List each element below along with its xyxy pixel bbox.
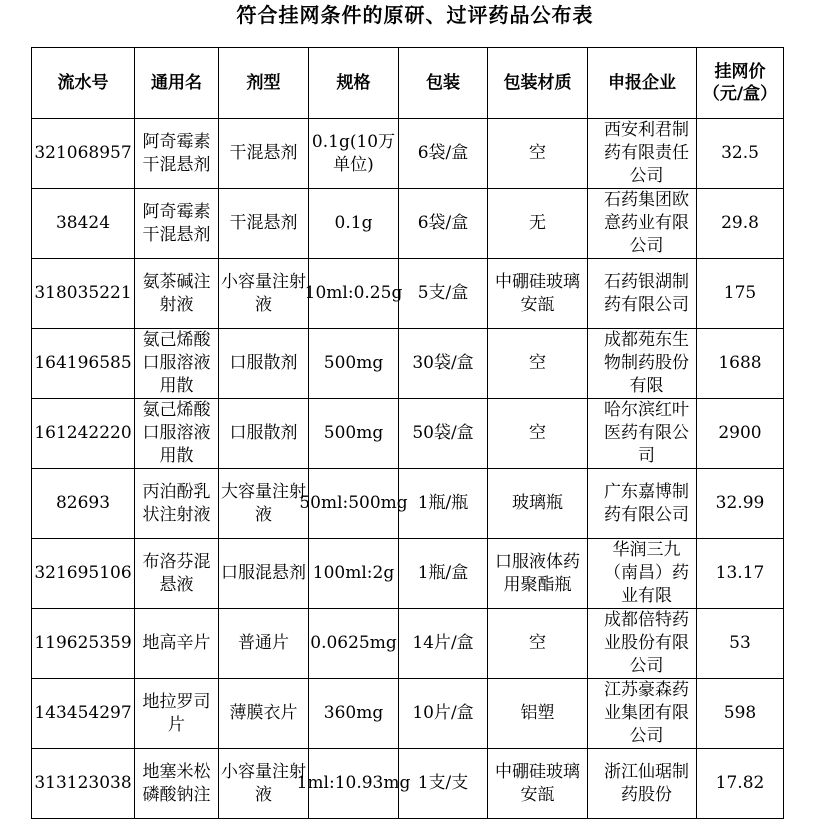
cell-package <box>399 259 488 329</box>
cell-generic-name <box>135 119 219 189</box>
cell-package-material-text: 空 <box>529 143 546 163</box>
cell-spec <box>299 469 408 539</box>
cell-package-material <box>488 119 588 189</box>
header-generic-name: 通用名 <box>135 48 219 119</box>
cell-price-text: 175 <box>723 283 757 303</box>
cell-package-material <box>488 749 588 819</box>
table-row <box>32 399 784 469</box>
cell-dosage-form-text: 普通片 <box>238 633 289 653</box>
cell-generic-name <box>135 749 219 819</box>
cell-spec <box>309 399 399 469</box>
cell-package <box>399 119 488 189</box>
cell-package-text: 6袋/盒 <box>417 213 469 233</box>
cell-price <box>697 119 784 189</box>
cell-package-material-text: 中硼硅玻璃安瓿 <box>495 761 580 805</box>
cell-spec-text: 0.1g <box>334 213 373 233</box>
cell-company-text: 成都倍特药业股份有限公司 <box>604 610 689 676</box>
cell-package-material-text: 无 <box>529 213 546 233</box>
page-title: 符合挂网条件的原研、过评药品公布表 <box>236 3 594 27</box>
cell-dosage-form-text: 小容量注射液 <box>221 761 306 805</box>
cell-generic-name <box>135 329 219 399</box>
cell-dosage-form <box>219 259 309 329</box>
cell-generic-name-text: 地拉罗司片 <box>142 691 211 735</box>
cell-generic-name-text: 丙泊酚乳状注射液 <box>142 481 211 525</box>
cell-price <box>697 539 784 609</box>
cell-company-text: 江苏豪森药业集团有限公司 <box>604 680 689 746</box>
cell-company <box>588 399 697 469</box>
cell-serial-text: 313123038 <box>34 773 132 793</box>
cell-package-text: 1瓶/瓶 <box>417 493 469 513</box>
cell-dosage-form <box>219 119 309 189</box>
cell-price <box>697 189 784 259</box>
table-row <box>32 539 784 609</box>
cell-spec-text: 1ml:10.93mg <box>296 773 411 793</box>
header-company: 申报企业 <box>588 48 697 119</box>
cell-company <box>588 189 697 259</box>
table-row <box>32 609 784 679</box>
cell-spec-text: 500mg <box>323 353 384 373</box>
cell-company-text: 广东嘉博制药有限公司 <box>604 481 689 525</box>
cell-dosage-form <box>219 539 309 609</box>
cell-serial <box>32 329 135 399</box>
cell-serial <box>32 609 135 679</box>
cell-serial <box>32 539 135 609</box>
cell-generic-name <box>135 679 219 749</box>
cell-package-material <box>488 399 588 469</box>
cell-dosage-form <box>219 399 309 469</box>
cell-company <box>588 539 697 609</box>
cell-serial-text: 143454297 <box>34 703 132 723</box>
cell-package-material-text: 空 <box>529 633 546 653</box>
cell-generic-name-text: 氨茶碱注射液 <box>142 271 211 315</box>
cell-company-text: 华润三九（南昌）药业有限 <box>604 540 689 606</box>
cell-package <box>399 329 488 399</box>
cell-serial-text: 38424 <box>55 213 111 233</box>
cell-dosage-form-text: 小容量注射液 <box>221 271 306 315</box>
cell-package-text: 6袋/盒 <box>417 143 469 163</box>
cell-dosage-form <box>219 469 309 539</box>
cell-dosage-form-text: 薄膜衣片 <box>229 703 298 723</box>
cell-price-text: 32.5 <box>721 143 759 163</box>
header-spec: 规格 <box>309 48 399 119</box>
cell-package-text: 10片/盒 <box>412 703 474 723</box>
cell-spec-text: 100ml:2g <box>312 563 395 583</box>
cell-price-text: 598 <box>723 703 757 723</box>
cell-dosage-form-text: 大容量注射液 <box>221 481 306 525</box>
cell-spec <box>309 119 399 189</box>
cell-price-text: 17.82 <box>715 773 765 793</box>
cell-generic-name-text: 阿奇霉素干混悬剂 <box>142 131 211 175</box>
cell-spec <box>309 609 399 679</box>
cell-company-text: 哈尔滨红叶医药有限公司 <box>604 400 689 466</box>
table-row <box>32 259 784 329</box>
cell-spec <box>296 749 411 819</box>
cell-spec <box>309 679 399 749</box>
cell-package <box>399 609 488 679</box>
cell-dosage-form-text: 干混悬剂 <box>229 143 298 163</box>
cell-generic-name <box>135 399 219 469</box>
cell-package-text: 14片/盒 <box>412 633 474 653</box>
cell-dosage-form <box>219 749 309 819</box>
cell-generic-name-text: 阿奇霉素干混悬剂 <box>142 201 211 245</box>
table-row <box>32 329 784 399</box>
cell-spec-text: 360mg <box>323 703 384 723</box>
cell-generic-name-text: 氨己烯酸口服溶液用散 <box>142 330 211 396</box>
cell-serial-text: 119625359 <box>34 633 132 653</box>
cell-package <box>399 749 488 819</box>
cell-price <box>697 399 784 469</box>
cell-package <box>399 539 488 609</box>
cell-package-material <box>488 609 588 679</box>
cell-generic-name <box>135 259 219 329</box>
cell-price-text: 2900 <box>718 423 762 443</box>
cell-package-text: 50袋/盒 <box>412 423 474 443</box>
cell-dosage-form <box>219 609 309 679</box>
cell-package-material <box>488 189 588 259</box>
cell-serial <box>32 119 135 189</box>
cell-package-material-text: 铝塑 <box>520 703 555 723</box>
cell-serial <box>32 189 135 259</box>
header-package: 包装 <box>399 48 488 119</box>
cell-dosage-form <box>219 329 309 399</box>
header-serial: 流水号 <box>32 48 135 119</box>
cell-package-material <box>488 679 588 749</box>
table-body <box>32 119 784 819</box>
cell-company-text: 成都苑东生物制药股份有限 <box>604 330 689 396</box>
cell-dosage-form-text: 口服散剂 <box>229 353 298 373</box>
cell-package-text: 5支/盒 <box>417 283 469 303</box>
cell-generic-name-text: 布洛芬混悬液 <box>142 551 211 595</box>
cell-package-material-text: 空 <box>529 353 546 373</box>
cell-price <box>697 469 784 539</box>
cell-company <box>588 609 697 679</box>
cell-company <box>588 119 697 189</box>
cell-company-text: 石药银湖制药有限公司 <box>604 271 689 315</box>
cell-price <box>697 679 784 749</box>
cell-package <box>399 679 488 749</box>
cell-company <box>588 329 697 399</box>
cell-price <box>697 259 784 329</box>
cell-package-material-text: 玻璃瓶 <box>512 493 563 513</box>
cell-company-text: 石药集团欧意药业有限公司 <box>604 190 689 256</box>
cell-spec-text: 0.1g(10万单位) <box>311 131 396 175</box>
cell-spec <box>304 259 403 329</box>
cell-price-text: 13.17 <box>715 563 765 583</box>
cell-package-text: 1瓶/盒 <box>417 563 469 583</box>
cell-price-text: 29.8 <box>721 213 759 233</box>
cell-generic-name-text: 地高辛片 <box>142 633 211 653</box>
cell-price-text: 1688 <box>718 353 762 373</box>
cell-spec-text: 500mg <box>323 423 384 443</box>
cell-package-material <box>488 469 588 539</box>
cell-company <box>588 679 697 749</box>
cell-spec <box>309 189 399 259</box>
cell-dosage-form <box>219 189 309 259</box>
cell-generic-name <box>135 609 219 679</box>
table-row <box>32 189 784 259</box>
cell-serial-text: 318035221 <box>34 283 132 303</box>
cell-spec <box>309 329 399 399</box>
cell-serial-text: 321068957 <box>34 143 132 163</box>
cell-generic-name-text: 氨己烯酸口服溶液用散 <box>142 400 211 466</box>
header-dosage-form: 剂型 <box>219 48 309 119</box>
cell-dosage-form <box>219 679 309 749</box>
cell-price-text: 53 <box>729 633 751 653</box>
cell-price <box>697 749 784 819</box>
cell-package-material-text: 中硼硅玻璃安瓿 <box>495 271 580 315</box>
cell-spec <box>309 539 399 609</box>
cell-package <box>399 189 488 259</box>
cell-serial <box>32 259 135 329</box>
table-row <box>32 679 784 749</box>
cell-package-material-text: 空 <box>529 423 546 443</box>
cell-spec-text: 0.0625mg <box>310 633 397 653</box>
cell-generic-name <box>135 539 219 609</box>
cell-generic-name-text: 地塞米松磷酸钠注 <box>142 761 211 805</box>
cell-package-material <box>488 539 588 609</box>
cell-generic-name <box>135 469 219 539</box>
cell-serial <box>32 469 135 539</box>
cell-serial <box>32 399 135 469</box>
drug-table <box>31 47 784 819</box>
cell-company <box>588 469 697 539</box>
cell-serial <box>32 679 135 749</box>
header-price: 挂网价（元/盒） <box>697 48 784 119</box>
cell-dosage-form-text: 干混悬剂 <box>229 213 298 233</box>
cell-package <box>399 399 488 469</box>
cell-generic-name <box>135 189 219 259</box>
cell-serial-text: 321695106 <box>34 563 132 583</box>
cell-serial-text: 164196585 <box>34 353 132 373</box>
cell-price-text: 32.99 <box>715 493 765 513</box>
header-package-material: 包装材质 <box>488 48 588 119</box>
cell-package-material-text: 口服液体药用聚酯瓶 <box>495 551 580 595</box>
table-row <box>32 469 784 539</box>
cell-serial-text: 82693 <box>55 493 111 513</box>
cell-package-text: 30袋/盒 <box>412 353 474 373</box>
cell-company <box>588 259 697 329</box>
cell-spec-text: 10ml:0.25g <box>304 283 403 303</box>
cell-dosage-form-text: 口服散剂 <box>229 423 298 443</box>
cell-package-material <box>488 329 588 399</box>
table-header-row <box>32 48 784 119</box>
cell-company-text: 浙江仙琚制药股份 <box>604 761 689 805</box>
cell-price <box>697 609 784 679</box>
table-row <box>32 749 784 819</box>
cell-spec-text: 50ml:500mg <box>299 493 408 513</box>
cell-package-material <box>488 259 588 329</box>
cell-company-text: 西安利君制药有限责任公司 <box>604 120 689 186</box>
cell-serial-text: 161242220 <box>34 423 132 443</box>
cell-package <box>399 469 488 539</box>
table-row <box>32 119 784 189</box>
cell-price <box>697 329 784 399</box>
cell-package-text: 1支/支 <box>417 773 469 793</box>
cell-company <box>588 749 697 819</box>
cell-dosage-form-text: 口服混悬剂 <box>221 563 306 583</box>
cell-serial <box>32 749 135 819</box>
